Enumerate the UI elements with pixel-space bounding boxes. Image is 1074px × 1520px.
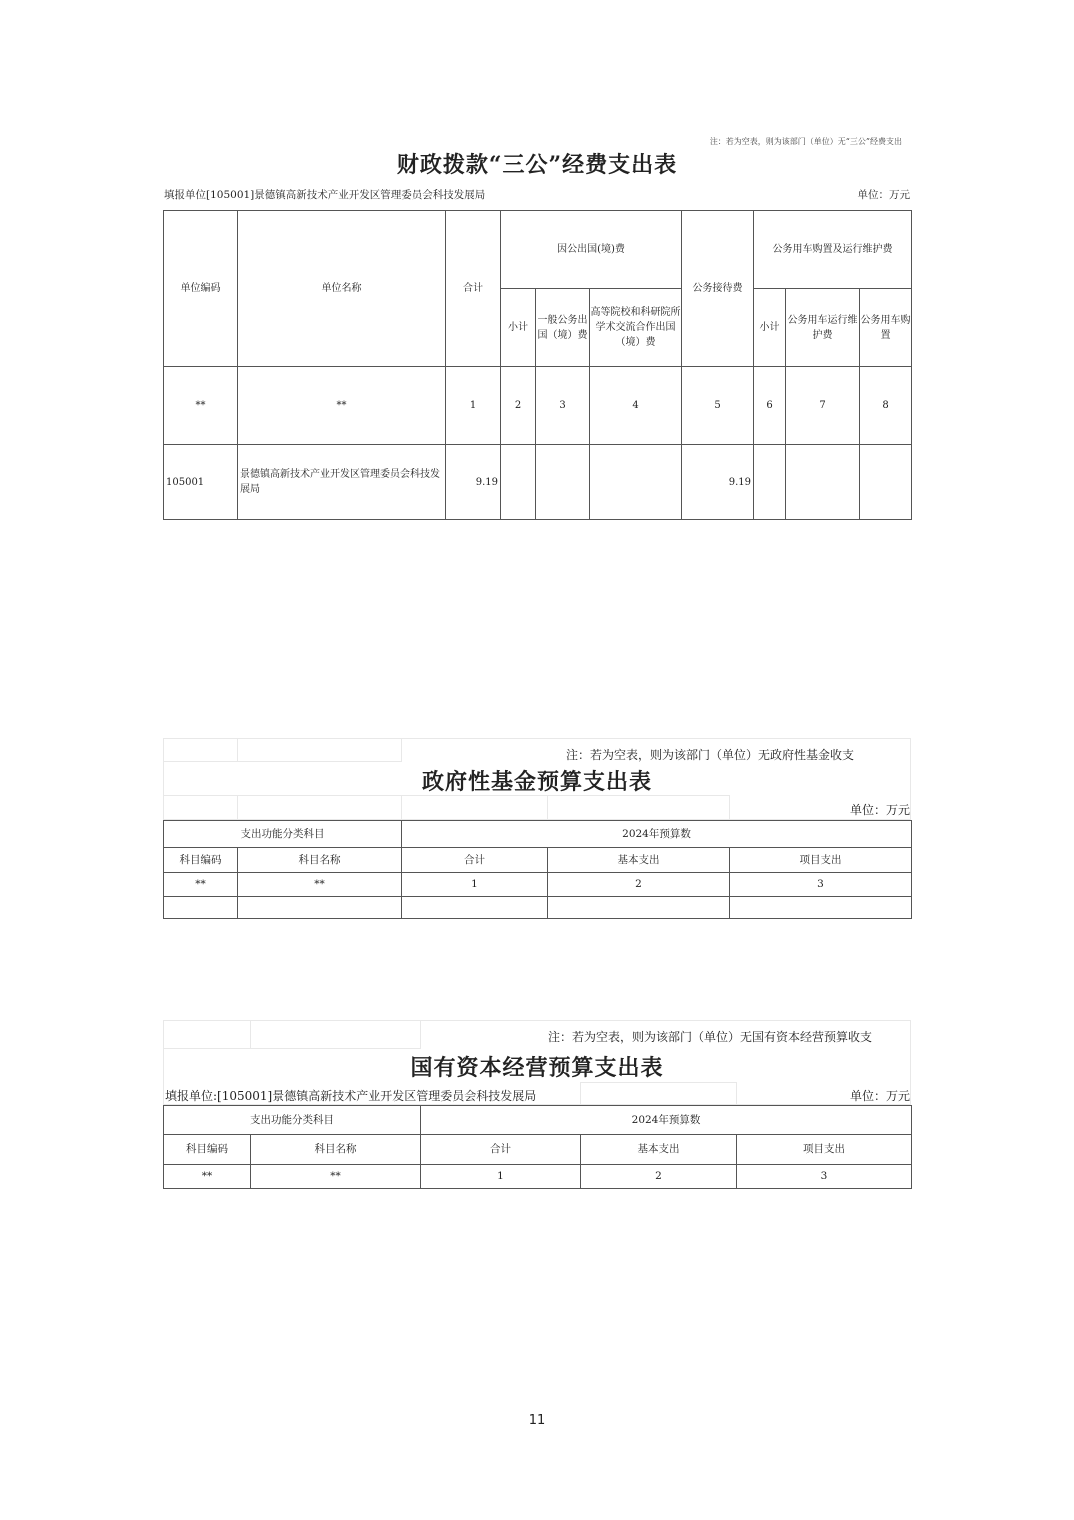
- index-cell: 3: [737, 1165, 912, 1189]
- data-total: 9.19: [446, 445, 501, 520]
- table3-col-basic: 基本支出: [581, 1135, 737, 1165]
- page-number: 11: [528, 1413, 546, 1428]
- header-vehicle-subtotal: 小计: [754, 289, 786, 367]
- header-unit-name: 单位名称: [238, 211, 446, 367]
- header-total: 合计: [446, 211, 501, 367]
- data-cell: [536, 445, 590, 520]
- table3-faint-cell: [250, 1020, 421, 1049]
- table2-col-project: 项目支出: [730, 848, 912, 873]
- empty-cell: [402, 897, 548, 919]
- header-abroad-academic: 高等院校和科研院所学术交流合作出国（境）费: [590, 289, 682, 367]
- table3-note: 注：若为空表，则为该部门（单位）无国有资本经营预算收支: [548, 1030, 873, 1044]
- index-cell: 2: [548, 873, 730, 897]
- index-cell: **: [164, 367, 238, 445]
- index-cell: 3: [536, 367, 590, 445]
- index-cell: **: [238, 873, 402, 897]
- table2-faint-cell: [547, 795, 730, 820]
- index-cell: **: [238, 367, 446, 445]
- table3-faint-cell: [580, 1082, 737, 1105]
- table3-col-code: 科目编码: [164, 1135, 251, 1165]
- header-reception: 公务接待费: [682, 211, 754, 367]
- index-cell: **: [164, 1165, 251, 1189]
- index-cell: 1: [446, 367, 501, 445]
- header-unit-code: 单位编码: [164, 211, 238, 367]
- data-cell: [501, 445, 536, 520]
- data-cell: [786, 445, 860, 520]
- table3-unit: 单位：万元: [849, 1089, 910, 1103]
- index-cell: **: [164, 873, 238, 897]
- header-abroad-general: 一般公务出国（境）费: [536, 289, 590, 367]
- table2-note: 注：若为空表，则为该部门（单位）无政府性基金收支: [566, 748, 855, 762]
- index-cell: 1: [402, 873, 548, 897]
- table2-empty-row: [164, 897, 912, 919]
- index-cell: 7: [786, 367, 860, 445]
- table2-faint-cell: [401, 795, 548, 820]
- index-cell: 8: [860, 367, 912, 445]
- empty-cell: [164, 897, 238, 919]
- table1-title: 财政拨款“三公”经费支出表: [396, 152, 678, 178]
- index-cell: 5: [682, 367, 754, 445]
- header-vehicle-purchase: 公务用车购置: [860, 289, 912, 367]
- table3-filler: 填报单位:[105001]景德镇高新技术产业开发区管理委员会科技发展局: [165, 1089, 537, 1103]
- table2-group-left: 支出功能分类科目: [164, 821, 402, 848]
- index-cell: 6: [754, 367, 786, 445]
- index-cell: 1: [421, 1165, 581, 1189]
- table3-group-left: 支出功能分类科目: [164, 1106, 421, 1135]
- table3-index-row: [164, 1165, 912, 1189]
- empty-cell: [548, 897, 730, 919]
- index-cell: **: [251, 1165, 421, 1189]
- table1-data-row: [164, 445, 912, 520]
- data-unit-name: 景德镇高新技术产业开发区管理委员会科技发展局: [238, 445, 446, 520]
- table3-title: 国有资本经营预算支出表: [410, 1055, 664, 1081]
- table3-group-right: 2024年预算数: [421, 1106, 912, 1135]
- table1-note: 注：若为空表，则为该部门（单位）无“三公”经费支出: [709, 137, 902, 146]
- table1-filler: 填报单位[105001]景德镇高新技术产业开发区管理委员会科技发展局: [164, 189, 486, 201]
- table2-index-row: [164, 873, 912, 897]
- data-reception: 9.19: [682, 445, 754, 520]
- table3-faint-cell: [163, 1020, 251, 1049]
- data-cell: [860, 445, 912, 520]
- index-cell: 2: [501, 367, 536, 445]
- table2-col-code: 科目编码: [164, 848, 238, 873]
- table1-index-row: [164, 367, 912, 445]
- header-vehicle: 公务用车购置及运行维护费: [754, 211, 912, 289]
- table3-col-name: 科目名称: [251, 1135, 421, 1165]
- table3-col-total: 合计: [421, 1135, 581, 1165]
- table1: [163, 210, 912, 520]
- table2-faint-cell: [163, 738, 238, 762]
- table2-col-basic: 基本支出: [548, 848, 730, 873]
- table2-faint-cell: [163, 795, 238, 820]
- data-cell: [754, 445, 786, 520]
- table2-col-total: 合计: [402, 848, 548, 873]
- table2-unit: 单位：万元: [849, 803, 910, 817]
- table2: [163, 820, 912, 919]
- table3: [163, 1105, 912, 1189]
- table2-faint-cell: [237, 795, 402, 820]
- empty-cell: [238, 897, 402, 919]
- header-abroad: 因公出国(境)费: [501, 211, 682, 289]
- header-vehicle-operation: 公务用车运行维护费: [786, 289, 860, 367]
- empty-cell: [730, 897, 912, 919]
- table1-unit: 单位：万元: [857, 189, 910, 201]
- index-cell: 2: [581, 1165, 737, 1189]
- table2-title: 政府性基金预算支出表: [421, 769, 652, 795]
- index-cell: 4: [590, 367, 682, 445]
- header-abroad-subtotal: 小计: [501, 289, 536, 367]
- table2-faint-cell: [237, 738, 402, 762]
- table2-group-right: 2024年预算数: [402, 821, 912, 848]
- data-unit-code: 105001: [164, 445, 238, 520]
- data-cell: [590, 445, 682, 520]
- table3-col-project: 项目支出: [737, 1135, 912, 1165]
- table2-col-name: 科目名称: [238, 848, 402, 873]
- index-cell: 3: [730, 873, 912, 897]
